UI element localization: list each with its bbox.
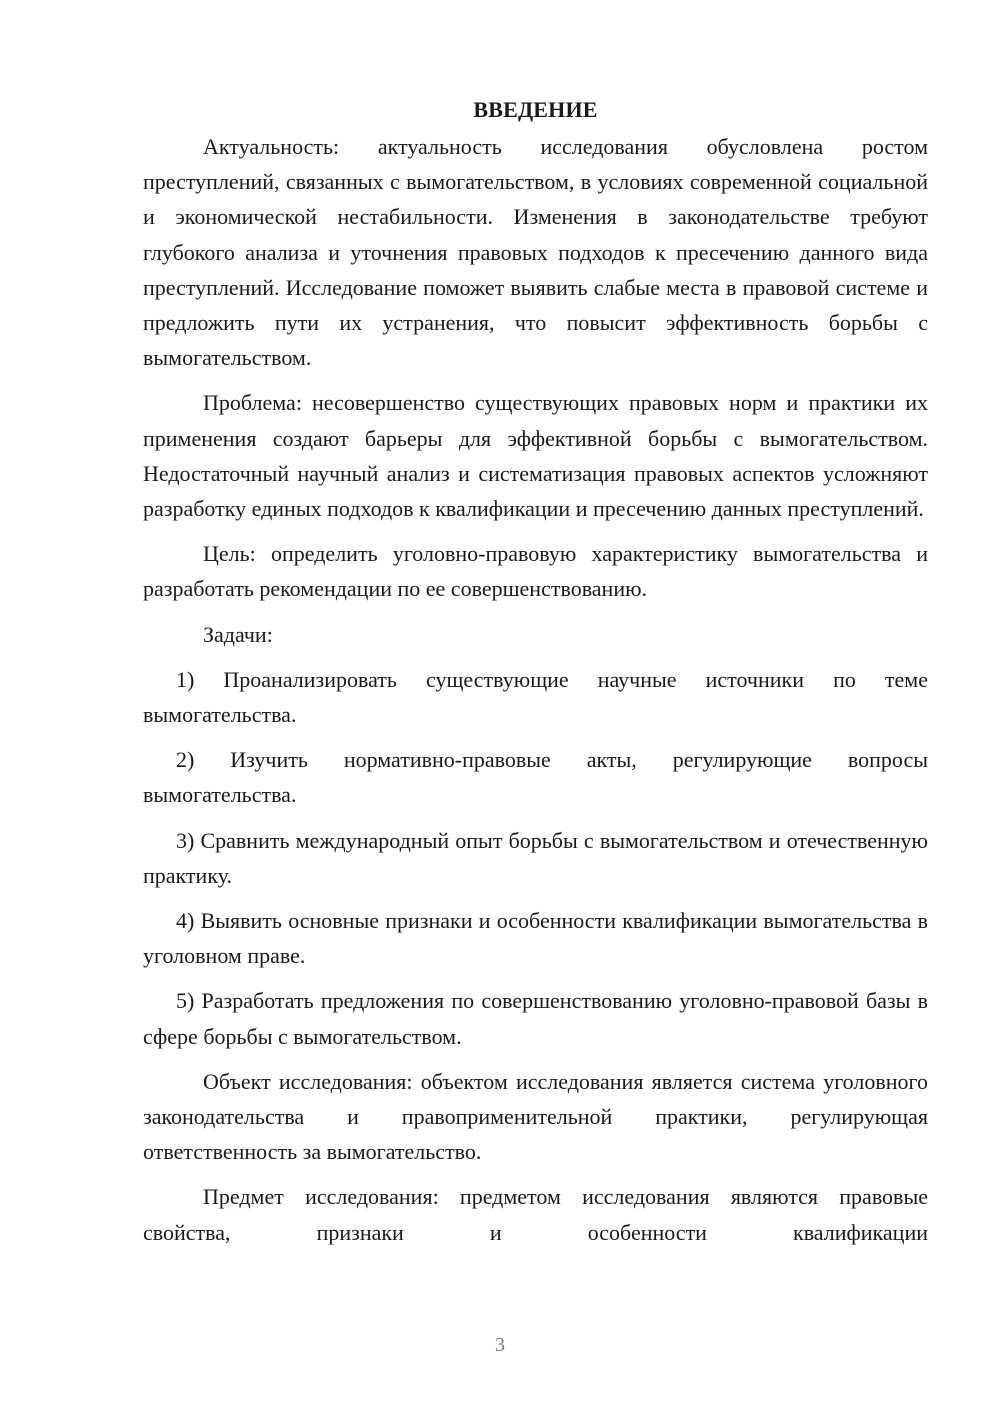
object-paragraph: Объект исследования: объектом исследования является система уголовного законодательства и правоприменительной практики, регулирующая ответственность за вымогательство. <box>143 1068 928 1165</box>
problem-paragraph: Проблема: несовершенство существующих правовых норм и практики их применения создают барьеры для эффективной борьбы с вымогательством. Недостаточный научный анализ и систематизация правовых аспектов усложняют разработку единых подходов к квалификации и пресечению данных преступлений. <box>143 390 928 522</box>
relevance-paragraph: Актуальность: актуальность исследования обусловлена ростом преступлений, связанных с вымогательством, в условиях современной социальной и экономической нестабильности. Изменения в законодательстве требуют глубокого анализа и уточнения правовых подходов к пресечению данного вида преступлений. Исследование поможет выявить слабые места в правовой системе и предложить пути их устранения, что повысит эффективность борьбы с вымогательством. <box>143 134 928 371</box>
section-heading: ВВЕДЕНИЕ <box>473 97 598 122</box>
task-item-4: 4) Выявить основные признаки и особенности квалификации вымогательства в уголовном праве. <box>143 908 928 969</box>
task-item-5: 5) Разработать предложения по совершенствованию уголовно-правовой базы в сфере борьбы с вымогательством. <box>143 988 928 1049</box>
page-number: 3 <box>495 1334 505 1356</box>
task-item-3: 3) Сравнить международный опыт борьбы с вымогательством и отечественную практику. <box>143 827 928 888</box>
document-page <box>143 92 928 1260</box>
task-item-2: 2) Изучить нормативно-правовые акты, регулирующие вопросы вымогательства. <box>143 747 928 808</box>
goal-paragraph: Цель: определить уголовно-правовую характеристику вымогательства и разработать рекомендации по ее совершенствованию. <box>143 541 928 602</box>
task-item-1: 1) Проанализировать существующие научные источники по теме вымогательства. <box>143 666 928 728</box>
subject-paragraph: Предмет исследования: предметом исследования являются правовые свойства, признаки и особенности квалификации <box>143 1184 928 1245</box>
tasks-label: Задачи: <box>203 621 273 647</box>
